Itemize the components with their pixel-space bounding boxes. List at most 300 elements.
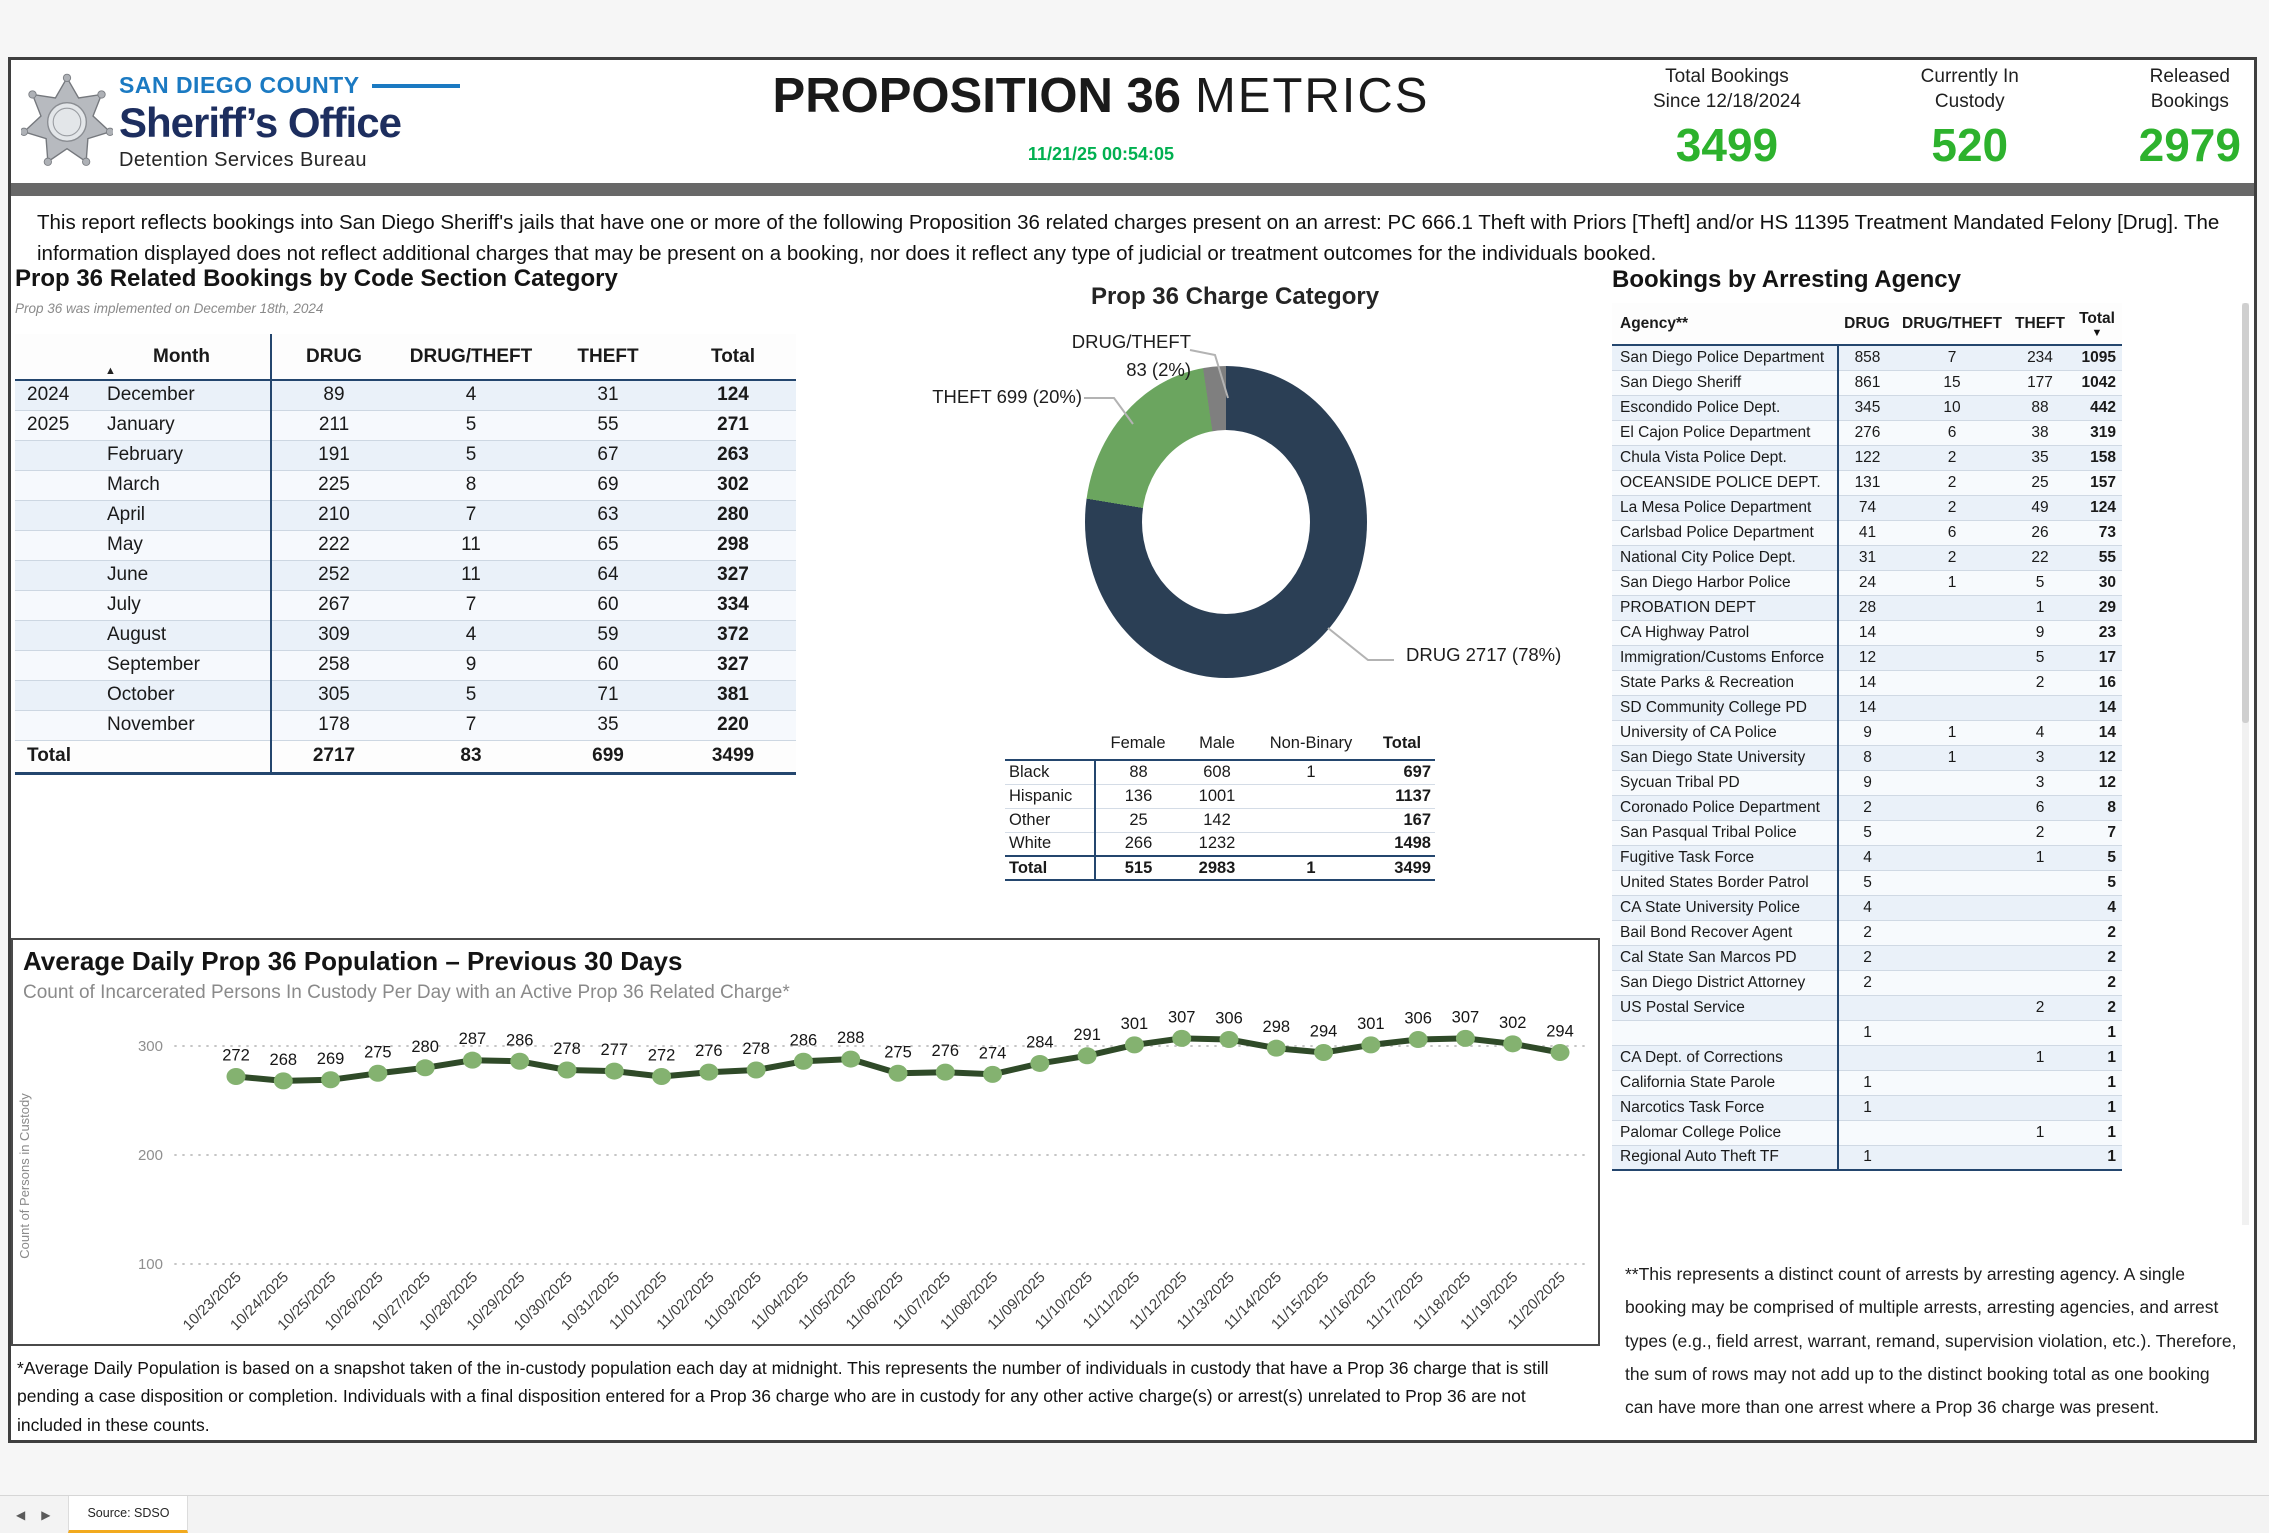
data-point-marker[interactable]	[1551, 1044, 1570, 1061]
total-cell: 30	[2072, 570, 2122, 595]
data-point-label: 272	[647, 1046, 676, 1065]
drug-theft-cell: 1	[1896, 720, 2008, 745]
data-point-marker[interactable]	[1314, 1044, 1333, 1061]
kpi-total-bookings	[1647, 64, 1807, 172]
x-axis-date-label: 11/17/2025	[1362, 1268, 1427, 1334]
theft-cell: 4	[2008, 720, 2072, 745]
year-cell	[15, 620, 93, 650]
drug-cell: 1	[1838, 1020, 1896, 1045]
monthly-table-row[interactable]	[15, 680, 796, 710]
agency-table-row[interactable]	[1612, 370, 2122, 395]
monthly-col-header[interactable]: THEFT	[546, 334, 670, 380]
agency-table-row[interactable]	[1612, 970, 2122, 995]
drug-theft-cell: 8	[396, 470, 546, 500]
agency-name-cell: Fugitive Task Force	[1612, 845, 1838, 870]
data-point-marker[interactable]	[1220, 1031, 1239, 1048]
monthly-table-row[interactable]	[15, 650, 796, 680]
scrollbar-thumb[interactable]	[2242, 303, 2249, 723]
agency-name-cell: OCEANSIDE POLICE DEPT.	[1612, 470, 1838, 495]
agency-col-header[interactable]: Agency**	[1612, 303, 1838, 345]
agency-name-cell: California State Parole	[1612, 1070, 1838, 1095]
data-point-marker[interactable]	[841, 1051, 860, 1068]
drug-theft-cell: 15	[1896, 370, 2008, 395]
agency-table-row[interactable]	[1612, 1045, 2122, 1070]
total-cell: 12	[2072, 745, 2122, 770]
total-cell: 2	[2072, 920, 2122, 945]
drug-theft-cell	[1896, 1020, 2008, 1045]
agency-col-header[interactable]: THEFT	[2008, 303, 2072, 345]
agency-table-row[interactable]	[1612, 820, 2122, 845]
theft-cell: 31	[546, 380, 670, 410]
monthly-table-row[interactable]	[15, 470, 796, 500]
agency-name-cell: Immigration/Customs Enforce	[1612, 645, 1838, 670]
agency-table-row[interactable]	[1612, 870, 2122, 895]
page-title-light: METRICS	[1194, 69, 1430, 123]
drug-theft-cell: 5	[396, 680, 546, 710]
drug-theft-cell: 1	[1896, 570, 2008, 595]
month-cell: March	[93, 470, 271, 500]
drug-cell: 276	[1838, 420, 1896, 445]
agency-name-cell: Chula Vista Police Dept.	[1612, 445, 1838, 470]
agency-table-row[interactable]	[1612, 345, 2122, 370]
demo-col-header[interactable]	[1005, 728, 1095, 760]
data-point-marker[interactable]	[699, 1064, 718, 1081]
theft-cell: 2	[2008, 820, 2072, 845]
theft-cell: 5	[2008, 645, 2072, 670]
agency-name-cell: Cal State San Marcos PD	[1612, 945, 1838, 970]
agency-table-row[interactable]	[1612, 395, 2122, 420]
drug-cell: 24	[1838, 570, 1896, 595]
data-point-marker[interactable]	[1267, 1040, 1286, 1057]
data-point-marker[interactable]	[1503, 1035, 1522, 1052]
agency-name-cell: United States Border Patrol	[1612, 870, 1838, 895]
page-title	[701, 68, 1501, 124]
drug-cell: 14	[1838, 620, 1896, 645]
x-axis-date-label: 10/23/2025	[179, 1268, 245, 1334]
total-cell: 14	[2072, 695, 2122, 720]
kpi-currently-in-custody	[1915, 64, 2025, 172]
drug-cell: 4	[1838, 845, 1896, 870]
total-cell: 1	[2072, 1020, 2122, 1045]
race-cell: Black	[1005, 760, 1095, 784]
demo-table-row[interactable]	[1005, 784, 1435, 808]
kpi-label	[1653, 64, 1801, 114]
year-cell	[15, 710, 93, 740]
male-cell: 2983	[1181, 856, 1253, 880]
agency-table-row[interactable]	[1612, 445, 2122, 470]
data-point-marker[interactable]	[463, 1052, 482, 1069]
theft-cell: 3	[2008, 770, 2072, 795]
agency-table-row[interactable]	[1612, 695, 2122, 720]
data-point-marker[interactable]	[983, 1066, 1002, 1083]
agency-table-row[interactable]	[1612, 495, 2122, 520]
theft-cell: 35	[2008, 445, 2072, 470]
agency-table-row[interactable]	[1612, 545, 2122, 570]
theft-cell: 60	[546, 590, 670, 620]
drug-theft-cell	[1896, 695, 2008, 720]
agency-table-row[interactable]	[1612, 720, 2122, 745]
agency-table-row[interactable]	[1612, 745, 2122, 770]
data-point-marker[interactable]	[1409, 1031, 1428, 1048]
monthly-col-header[interactable]	[15, 334, 93, 380]
year-cell	[15, 680, 93, 710]
data-point-label: 301	[1357, 1014, 1385, 1033]
agency-table-row[interactable]	[1612, 1020, 2122, 1045]
agency-name-cell: Sycuan Tribal PD	[1612, 770, 1838, 795]
agency-table-row[interactable]	[1612, 520, 2122, 545]
data-point-marker[interactable]	[558, 1061, 577, 1078]
theft-cell: 2	[2008, 995, 2072, 1020]
drug-cell: 305	[271, 680, 396, 710]
kpi-label	[1921, 64, 2019, 114]
drug-theft-cell: 9	[396, 650, 546, 680]
drug-cell: 267	[271, 590, 396, 620]
female-cell: 266	[1095, 832, 1181, 856]
drug-theft-cell	[1896, 970, 2008, 995]
total-cell: 29	[2072, 595, 2122, 620]
drug-cell: 1	[1838, 1095, 1896, 1120]
total-cell: 2	[2072, 945, 2122, 970]
agency-name-cell: San Pasqual Tribal Police	[1612, 820, 1838, 845]
demo-table-row[interactable]	[1005, 760, 1435, 784]
month-cell: November	[93, 710, 271, 740]
monthly-table-row[interactable]	[15, 530, 796, 560]
data-point-label: 284	[1026, 1033, 1054, 1052]
demo-header-row	[1005, 728, 1435, 760]
race-cell: White	[1005, 832, 1095, 856]
star-tip	[82, 158, 89, 165]
agency-table-row[interactable]	[1612, 595, 2122, 620]
demo-col-header[interactable]: Female	[1095, 728, 1181, 760]
agency-table-row[interactable]	[1612, 1070, 2122, 1095]
data-point-marker[interactable]	[889, 1065, 908, 1082]
theft-cell	[2008, 870, 2072, 895]
agency-table-row[interactable]	[1612, 645, 2122, 670]
kpi-value: 2979	[2138, 119, 2241, 172]
nonbinary-cell	[1253, 784, 1369, 808]
monthly-table-row[interactable]	[15, 380, 796, 410]
total-cell: 16	[2072, 670, 2122, 695]
monthly-table-row[interactable]	[15, 590, 796, 620]
data-point-marker[interactable]	[1172, 1030, 1191, 1047]
theft-cell: 35	[546, 710, 670, 740]
total-cell: 2	[2072, 970, 2122, 995]
agency-name-cell: National City Police Dept.	[1612, 545, 1838, 570]
agency-col-header[interactable]: DRUG/THEFT	[1896, 303, 2008, 345]
male-cell: 1001	[1181, 784, 1253, 808]
drug-theft-cell: 4	[396, 620, 546, 650]
monthly-table-row[interactable]	[15, 560, 796, 590]
logo-rule	[372, 84, 460, 88]
theft-cell: 63	[546, 500, 670, 530]
kpi-label-line: Since 12/18/2024	[1653, 91, 1801, 113]
agency-table-row[interactable]	[1612, 795, 2122, 820]
monthly-col-header[interactable]: Month ▲	[93, 334, 271, 380]
drug-theft-cell: 5	[396, 410, 546, 440]
nonbinary-cell	[1253, 832, 1369, 856]
x-axis-date-label: 11/12/2025	[1126, 1268, 1191, 1334]
drug-theft-cell	[1896, 670, 2008, 695]
agency-col-header[interactable]: DRUG	[1838, 303, 1896, 345]
data-point-label: 288	[836, 1029, 865, 1048]
data-point-marker[interactable]	[747, 1061, 766, 1078]
monthly-col-header[interactable]: DRUG	[271, 334, 396, 380]
total-cell: 158	[2072, 445, 2122, 470]
x-axis-date-label: 11/05/2025	[795, 1268, 860, 1334]
theft-cell: 25	[2008, 470, 2072, 495]
theft-cell	[2008, 970, 2072, 995]
x-axis-date-label: 10/26/2025	[321, 1268, 387, 1334]
drug-theft-cell	[1896, 920, 2008, 945]
drug-theft-cell	[1896, 770, 2008, 795]
x-axis-date-label: 11/10/2025	[1031, 1268, 1096, 1334]
data-point-marker[interactable]	[368, 1065, 387, 1082]
data-point-marker[interactable]	[652, 1068, 671, 1085]
data-point-label: 277	[600, 1041, 629, 1060]
data-point-label: 307	[1167, 1008, 1196, 1027]
monthly-col-header[interactable]: Total	[670, 334, 796, 380]
drug-cell	[1838, 995, 1896, 1020]
total-cell: 8	[2072, 795, 2122, 820]
agency-name-cell: Carlsbad Police Department	[1612, 520, 1838, 545]
drug-theft-cell: 11	[396, 560, 546, 590]
x-axis-date-label: 11/06/2025	[842, 1268, 907, 1334]
drug-theft-cell: 2	[1896, 445, 2008, 470]
month-cell: April	[93, 500, 271, 530]
y-axis-label: Count of Persons in Custody	[17, 1093, 32, 1259]
data-point-marker[interactable]	[274, 1072, 293, 1089]
star-tip	[98, 91, 105, 98]
agency-name-cell: San Diego Police Department	[1612, 345, 1838, 370]
theft-cell	[2008, 1095, 2072, 1120]
monthly-bookings-table	[15, 334, 796, 775]
theft-cell: 67	[546, 440, 670, 470]
x-axis-date-label: 11/08/2025	[937, 1268, 1002, 1334]
agency-table-row[interactable]	[1612, 1120, 2122, 1145]
agency-table-row[interactable]	[1612, 670, 2122, 695]
total-cell: 334	[670, 590, 796, 620]
theft-cell: 64	[546, 560, 670, 590]
agency-name-cell: Escondido Police Dept.	[1612, 395, 1838, 420]
female-cell: 136	[1095, 784, 1181, 808]
theft-cell: 3	[2008, 745, 2072, 770]
logo-bureau-text: Detention Services Bureau	[119, 149, 367, 171]
total-cell: 319	[2072, 420, 2122, 445]
data-point-marker[interactable]	[227, 1068, 246, 1085]
data-point-label: 294	[1309, 1022, 1338, 1041]
x-axis-date-label: 11/09/2025	[984, 1268, 1049, 1334]
drug-cell: 2	[1838, 970, 1896, 995]
sort-asc-icon: ▲	[105, 365, 116, 377]
agency-table-row[interactable]	[1612, 470, 2122, 495]
drug-cell: 9	[1838, 720, 1896, 745]
data-point-label: 274	[978, 1044, 1007, 1063]
drug-theft-cell: 6	[1896, 520, 2008, 545]
y-tick-label: 200	[137, 1147, 163, 1164]
daily-population-chart-panel	[11, 938, 1600, 1346]
theft-cell: 55	[546, 410, 670, 440]
data-point-label: 286	[505, 1031, 534, 1050]
sort-desc-icon: ▼	[2091, 326, 2103, 339]
theft-cell	[2008, 1070, 2072, 1095]
total-cell: 73	[2072, 520, 2122, 545]
agency-table-row[interactable]	[1612, 1145, 2122, 1170]
total-cell: 220	[670, 710, 796, 740]
agency-table-row[interactable]	[1612, 945, 2122, 970]
line-chart-title: Average Daily Prop 36 Population – Previous 30 Days	[23, 946, 683, 976]
next-page-icon[interactable]: ▶	[41, 1507, 51, 1522]
drug-cell: 14	[1838, 670, 1896, 695]
drug-theft-cell	[1896, 795, 2008, 820]
x-axis-date-label: 11/16/2025	[1315, 1268, 1380, 1334]
agency-table-row[interactable]	[1612, 920, 2122, 945]
data-point-marker[interactable]	[605, 1063, 624, 1080]
data-point-label: 272	[222, 1046, 250, 1065]
agency-table-row[interactable]	[1612, 895, 2122, 920]
data-point-label: 291	[1073, 1025, 1101, 1044]
agency-table-row[interactable]	[1612, 1095, 2122, 1120]
agency-name-cell: University of CA Police	[1612, 720, 1838, 745]
data-point-marker[interactable]	[1456, 1030, 1475, 1047]
data-point-marker[interactable]	[1361, 1036, 1380, 1053]
agency-table-row[interactable]	[1612, 995, 2122, 1020]
drug-cell: 5	[1838, 870, 1896, 895]
agency-name-cell: US Postal Service	[1612, 995, 1838, 1020]
month-cell: August	[93, 620, 271, 650]
total-cell: 697	[1369, 760, 1435, 784]
data-point-marker[interactable]	[1078, 1047, 1097, 1064]
data-point-marker[interactable]	[1125, 1036, 1144, 1053]
agency-table-row[interactable]	[1612, 620, 2122, 645]
x-axis-date-label: 10/25/2025	[274, 1268, 340, 1334]
total-cell: 4	[2072, 895, 2122, 920]
total-cell: 17	[2072, 645, 2122, 670]
drug-theft-cell	[1896, 595, 2008, 620]
month-cell	[93, 740, 271, 773]
kpi-label-line: Released	[2149, 66, 2230, 87]
drug-theft-cell	[1896, 845, 2008, 870]
total-cell: 124	[670, 380, 796, 410]
drug-cell: 861	[1838, 370, 1896, 395]
divider-band	[11, 183, 2254, 196]
total-cell: 2	[2072, 995, 2122, 1020]
kpi-label-line: Currently In	[1920, 66, 2019, 87]
drug-theft-cell: 2	[1896, 470, 2008, 495]
male-cell: 1232	[1181, 832, 1253, 856]
data-point-marker[interactable]	[936, 1064, 955, 1081]
data-point-label: 307	[1451, 1008, 1480, 1027]
demo-col-header[interactable]: Non-Binary	[1253, 728, 1369, 760]
monthly-table-row[interactable]	[15, 410, 796, 440]
kpi-label	[2139, 64, 2241, 114]
drug-cell: 252	[271, 560, 396, 590]
data-point-label: 287	[458, 1030, 487, 1049]
agency-table-row[interactable]	[1612, 570, 2122, 595]
monthly-col-header[interactable]: DRUG/THEFT	[396, 334, 546, 380]
data-point-label: 306	[1404, 1009, 1432, 1028]
x-axis-date-label: 11/20/2025	[1504, 1268, 1569, 1334]
x-axis-date-label: 11/14/2025	[1220, 1268, 1286, 1334]
year-cell	[15, 500, 93, 530]
drug-cell: 28	[1838, 595, 1896, 620]
year-cell	[15, 590, 93, 620]
female-cell: 88	[1095, 760, 1181, 784]
data-point-marker[interactable]	[510, 1053, 529, 1070]
drug-theft-cell: 1	[1896, 745, 2008, 770]
monthly-table-row[interactable]	[15, 440, 796, 470]
theft-cell: 65	[546, 530, 670, 560]
demo-table-row[interactable]	[1005, 832, 1435, 856]
prev-page-icon[interactable]: ◀	[16, 1507, 26, 1522]
total-cell: 124	[2072, 495, 2122, 520]
agency-table-scrollbar[interactable]	[2242, 303, 2249, 1225]
drug-cell: 74	[1838, 495, 1896, 520]
monthly-table-row[interactable]	[15, 500, 796, 530]
donut-chart-title: Prop 36 Charge Category	[1090, 283, 1380, 310]
total-cell: 372	[670, 620, 796, 650]
total-cell: 1	[2072, 1070, 2122, 1095]
total-cell: 5	[2072, 845, 2122, 870]
agency-name-cell: PROBATION DEPT	[1612, 595, 1838, 620]
agency-col-header[interactable]: Total ▼	[2072, 303, 2122, 345]
total-cell: 1	[2072, 1145, 2122, 1170]
data-point-label: 286	[789, 1031, 818, 1050]
data-point-marker[interactable]	[321, 1071, 340, 1088]
demo-table-row[interactable]	[1005, 808, 1435, 832]
theft-cell: 1	[2008, 595, 2072, 620]
monthly-table-row[interactable]	[15, 620, 796, 650]
x-axis-date-label: 11/19/2025	[1457, 1268, 1522, 1334]
year-cell	[15, 530, 93, 560]
year-cell: 2024	[15, 380, 93, 410]
total-cell: 55	[2072, 545, 2122, 570]
demo-col-header[interactable]: Male	[1181, 728, 1253, 760]
monthly-table-row[interactable]	[15, 710, 796, 740]
agency-table-row[interactable]	[1612, 845, 2122, 870]
tab-source-sdso[interactable]: Source: SDSO	[68, 1496, 188, 1533]
data-point-marker[interactable]	[794, 1053, 813, 1070]
total-cell: 327	[670, 650, 796, 680]
drug-theft-cell	[1896, 895, 2008, 920]
star-tip	[63, 74, 70, 81]
daily-population-line-chart	[13, 1006, 1597, 1344]
theft-cell: 88	[2008, 395, 2072, 420]
total-cell: 23	[2072, 620, 2122, 645]
agency-header-row	[1612, 303, 2122, 345]
drug-cell: 191	[271, 440, 396, 470]
drug-theft-cell: 7	[396, 500, 546, 530]
agency-table-row[interactable]	[1612, 420, 2122, 445]
drug-theft-cell	[1896, 1070, 2008, 1095]
drug-cell: 2	[1838, 795, 1896, 820]
monthly-total-row[interactable]	[15, 740, 796, 773]
data-point-label: 276	[931, 1042, 960, 1061]
demo-col-header[interactable]: Total	[1369, 728, 1435, 760]
agency-name-cell: Palomar College Police	[1612, 1120, 1838, 1145]
total-cell: 381	[670, 680, 796, 710]
theft-cell: 1	[2008, 1120, 2072, 1145]
sheriff-star-badge-icon	[21, 70, 113, 174]
kpi-label-line: Custody	[1934, 91, 2005, 113]
demo-total-row[interactable]	[1005, 856, 1435, 880]
agency-name-cell: CA State University Police	[1612, 895, 1838, 920]
theft-total-cell: 699	[546, 740, 670, 773]
data-point-marker[interactable]	[1030, 1055, 1049, 1072]
agency-name-cell: State Parks & Recreation	[1612, 670, 1838, 695]
data-point-marker[interactable]	[416, 1059, 435, 1076]
agency-table-row[interactable]	[1612, 770, 2122, 795]
drug-cell: 210	[271, 500, 396, 530]
